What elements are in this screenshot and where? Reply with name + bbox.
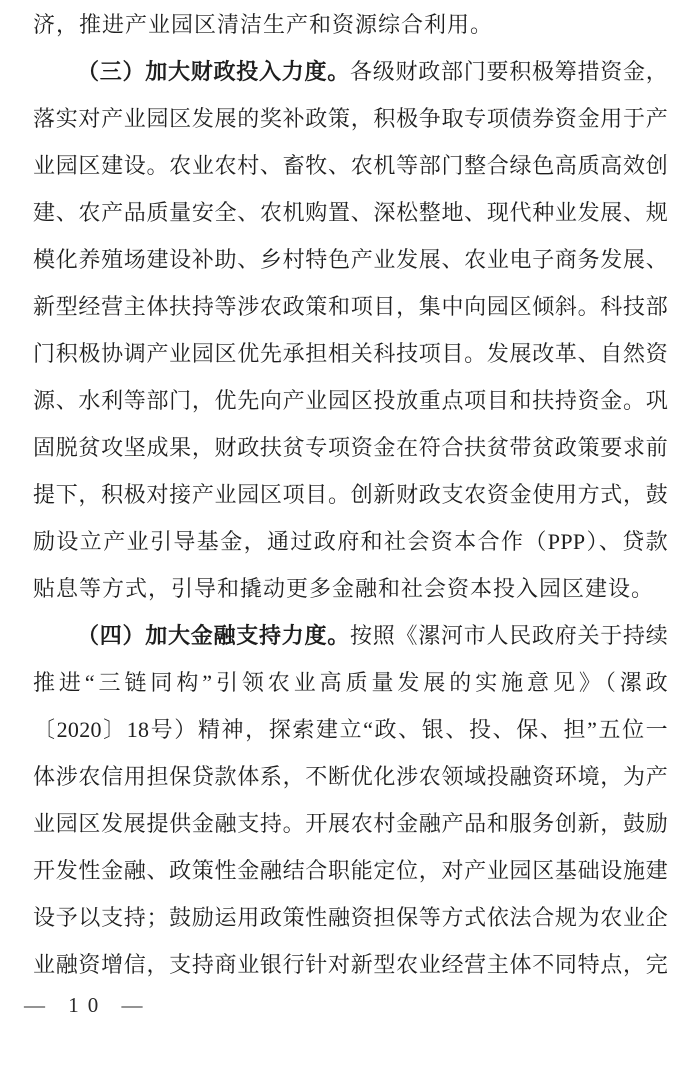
text-line: 建、农产品质量安全、农机购置、深松整地、现代种业发展、规 <box>33 200 668 225</box>
text-line: 业园区建设。农业农村、畜牧、农机等部门整合绿色高质高效创 <box>33 153 668 178</box>
text-line: 〔2020〕18号）精神，探索建立“政、银、投、保、担”五位一 <box>33 717 668 742</box>
text-line: 模化养殖场建设补助、乡村特色产业发展、农业电子商务发展、 <box>33 247 668 272</box>
section-heading: （三）加大财政投入力度。 <box>77 59 350 84</box>
text-line: 提下，积极对接产业园区项目。创新财政支农资金使用方式，鼓 <box>33 482 668 507</box>
text-line: 推进“三链同构”引领农业高质量发展的实施意见》（漯政 <box>33 670 668 695</box>
text-line: 励设立产业引导基金，通过政府和社会资本合作（PPP）、贷款 <box>33 529 668 554</box>
text-line: 落实对产业园区发展的奖补政策，积极争取专项债券资金用于产 <box>33 106 668 131</box>
page-number: — 10 — <box>24 993 152 1017</box>
text-line: 贴息等方式，引导和撬动更多金融和社会资本投入园区建设。 <box>33 576 655 601</box>
line-text: 各级财政部门要积极筹措资金， <box>349 59 669 84</box>
text-line: 体涉农信用担保贷款体系，不断优化涉农领域投融资环境，为产 <box>33 764 668 789</box>
section-heading: （四）加大金融支持力度。 <box>77 623 350 648</box>
text-line: 业园区发展提供金融支持。开展农村金融产品和服务创新，鼓励 <box>33 811 668 836</box>
line-text: 按照《漯河市人民政府关于持续 <box>349 623 669 648</box>
text-line: 业融资增信，支持商业银行针对新型农业经营主体不同特点，完 <box>33 952 668 977</box>
paragraph-4-heading-line <box>33 612 668 659</box>
text-line: 源、水利等部门，优先向产业园区投放重点项目和扶持资金。巩 <box>33 388 668 413</box>
text-line: 门积极协调产业园区优先承担相关科技项目。发展改革、自然资 <box>33 341 668 366</box>
text-line: 新型经营主体扶持等涉农政策和项目，集中向园区倾斜。科技部 <box>33 294 668 319</box>
text-line: 固脱贫攻坚成果，财政扶贫专项资金在符合扶贫带贫政策要求前 <box>33 435 668 460</box>
paragraph-3-heading-line <box>33 48 668 95</box>
document-body <box>33 1 668 988</box>
text-line: 济，推进产业园区清洁生产和资源综合利用。 <box>33 12 494 37</box>
text-line: 开发性金融、政策性金融结合职能定位，对产业园区基础设施建 <box>33 858 668 883</box>
text-line: 设予以支持；鼓励运用政策性融资担保等方式依法合规为农业企 <box>33 905 668 930</box>
